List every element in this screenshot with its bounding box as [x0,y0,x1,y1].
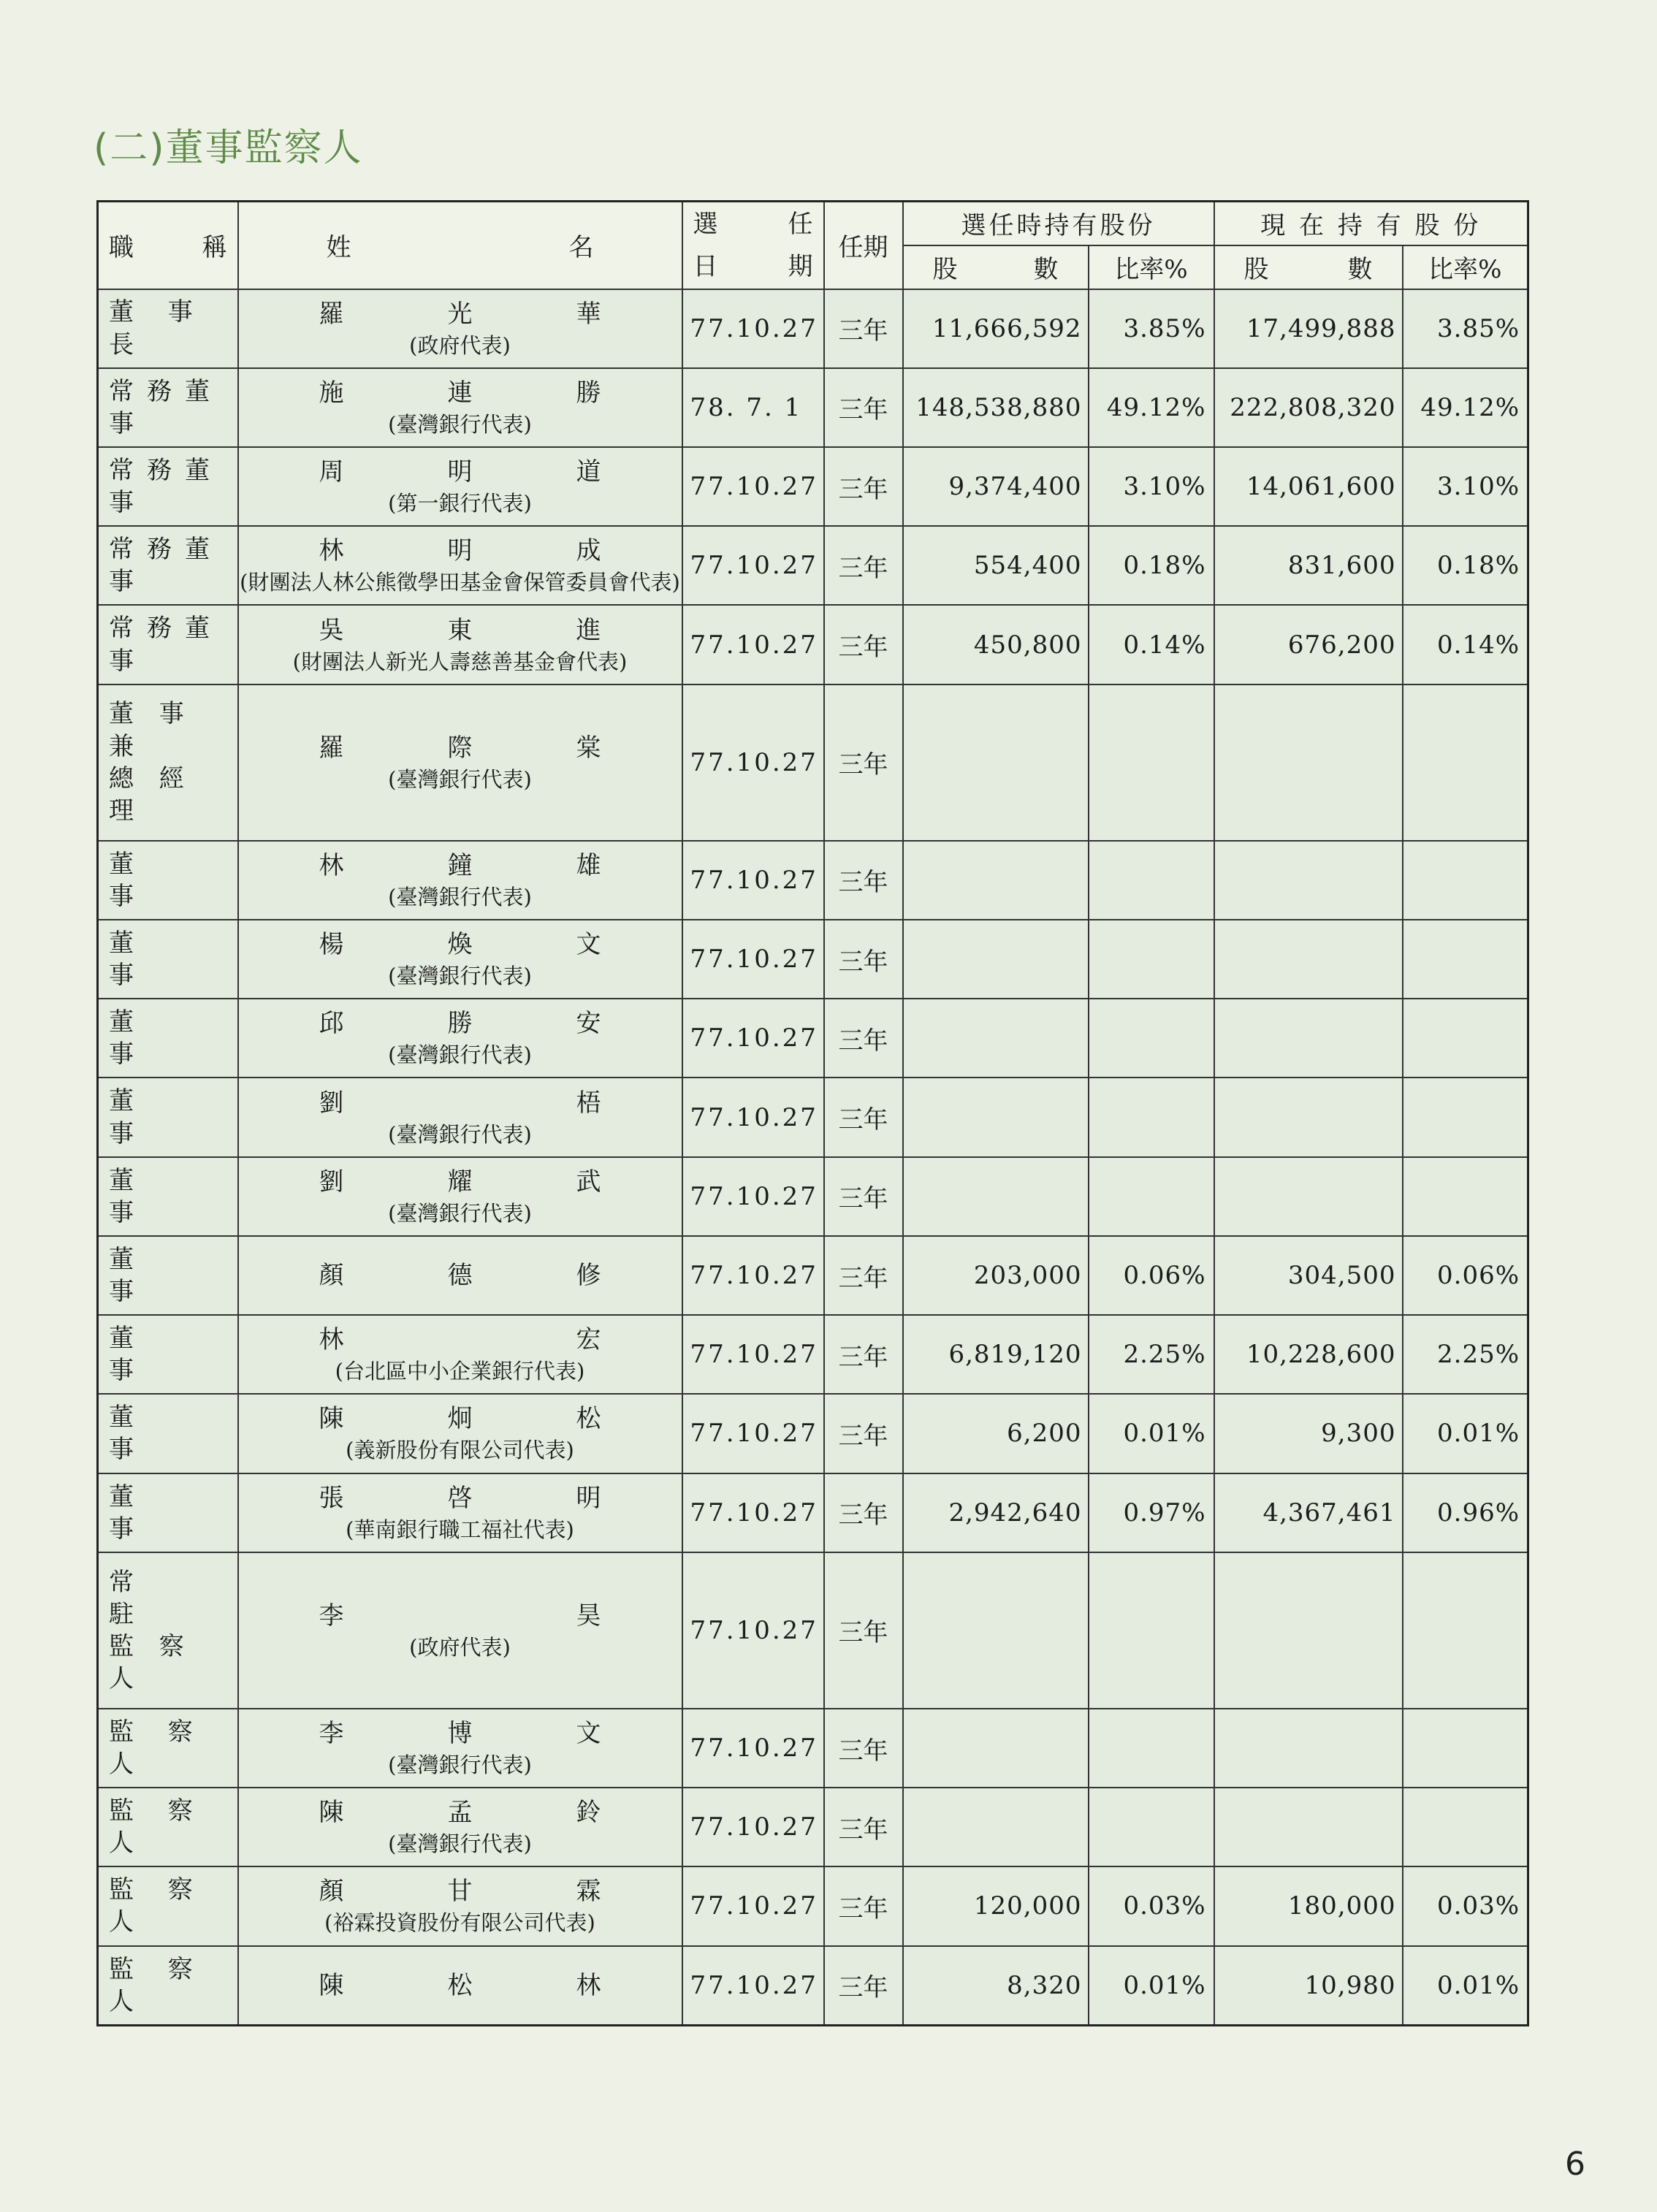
shares-at-election: 120,000 [903,1866,1089,1945]
elected-date: 77.10.27 [682,447,824,526]
header-shares-current: 股 數 [1214,245,1403,289]
ratio-at-election: 0.01% [1089,1946,1214,2026]
position-title: 監 察 人 [98,1866,238,1945]
representative-of: (政府代表) [409,1634,511,1660]
shares-at-election: 554,400 [903,526,1089,605]
term: 三年 [824,447,903,526]
header-current: 現 在 持 有 股 份 [1214,202,1528,245]
table-row [98,1788,1528,1866]
representative-of: (台北區中小企業銀行代表) [335,1359,585,1384]
elected-date: 77.10.27 [682,1315,824,1394]
representative-of: (臺灣銀行代表) [388,1121,532,1147]
page-number: 6 [1565,2146,1585,2183]
header-term: 任期 [824,202,903,289]
table-body [98,289,1528,2026]
elected-date: 77.10.27 [682,1552,824,1709]
shares-at-election: 450,800 [903,605,1089,684]
ratio-current [1403,1709,1528,1788]
person-name: 羅 際 棠 (臺灣銀行代表) [238,684,682,841]
position-title: 董 事 [98,1078,238,1156]
representative-of: (華南銀行職工福社代表) [346,1517,574,1542]
person-name: 林 明 成 (財團法人林公熊徵學田基金會保管委員會代表) [238,526,682,605]
position-title: 常務董事 [98,605,238,684]
person-name: 張 啓 明 (華南銀行職工福社代表) [238,1473,682,1552]
representative-of: (義新股份有限公司代表) [346,1438,574,1463]
shares-current: 831,600 [1214,526,1403,605]
elected-date: 77.10.27 [682,1473,824,1552]
ratio-current [1403,1157,1528,1236]
shares-current [1214,920,1403,999]
elected-date: 77.10.27 [682,1709,824,1788]
position-title: 董 事 [98,1394,238,1473]
representative-of: (臺灣銀行代表) [388,766,532,792]
ratio-current [1403,684,1528,841]
term: 三年 [824,1709,903,1788]
shares-at-election: 148,538,880 [903,368,1089,447]
shares-current [1214,684,1403,841]
shares-at-election: 8,320 [903,1946,1089,2026]
term: 三年 [824,368,903,447]
shares-current [1214,841,1403,920]
position-title: 董 事 [98,1315,238,1394]
ratio-at-election [1089,999,1214,1078]
table-row [98,684,1528,841]
ratio-at-election [1089,841,1214,920]
representative-of: (第一銀行代表) [388,491,532,516]
shares-at-election [903,1157,1089,1236]
ratio-current: 3.85% [1403,289,1528,368]
position-title: 董 事 [98,1236,238,1315]
representative-of: (臺灣銀行代表) [388,1753,532,1778]
representative-of: (臺灣銀行代表) [388,1200,532,1226]
person-name: 李 昊 (政府代表) [238,1552,682,1709]
position-title: 監 察 人 [98,1788,238,1866]
table-row [98,289,1528,368]
ratio-at-election: 0.03% [1089,1866,1214,1945]
elected-date: 77.10.27 [682,1236,824,1315]
position-title: 董 事 [98,1473,238,1552]
term: 三年 [824,1473,903,1552]
representative-of: (臺灣銀行代表) [388,1831,532,1857]
header-name: 姓 名 [238,202,682,289]
shares-current: 10,228,600 [1214,1315,1403,1394]
shares-current [1214,1709,1403,1788]
shares-at-election: 9,374,400 [903,447,1089,526]
ratio-current: 0.03% [1403,1866,1528,1945]
person-name: 陳 松 林 [238,1946,682,2026]
table-row [98,999,1528,1078]
shares-at-election [903,1788,1089,1866]
header-ratio-election: 比率% [1089,245,1214,289]
ratio-at-election: 0.06% [1089,1236,1214,1315]
representative-of: (臺灣銀行代表) [388,1042,532,1068]
term: 三年 [824,526,903,605]
ratio-current [1403,841,1528,920]
ratio-current: 0.01% [1403,1946,1528,2026]
elected-date: 77.10.27 [682,999,824,1078]
ratio-current: 49.12% [1403,368,1528,447]
term: 三年 [824,841,903,920]
ratio-current: 0.01% [1403,1394,1528,1473]
elected-date: 77.10.27 [682,605,824,684]
term: 三年 [824,605,903,684]
term: 三年 [824,999,903,1078]
position-title: 董 事 [98,999,238,1078]
ratio-at-election [1089,1552,1214,1709]
header-ratio-current: 比率% [1403,245,1528,289]
shares-at-election [903,920,1089,999]
ratio-at-election: 49.12% [1089,368,1214,447]
shares-at-election: 6,200 [903,1394,1089,1473]
shares-at-election: 2,942,640 [903,1473,1089,1552]
representative-of: (臺灣銀行代表) [388,884,532,909]
shares-at-election: 6,819,120 [903,1315,1089,1394]
representative-of: (裕霖投資股份有限公司代表) [324,1910,595,1936]
term: 三年 [824,920,903,999]
person-name: 羅 光 華 (政府代表) [238,289,682,368]
table-row [98,1473,1528,1552]
elected-date: 77.10.27 [682,1866,824,1945]
person-name: 劉 耀 武 (臺灣銀行代表) [238,1157,682,1236]
shares-current: 222,808,320 [1214,368,1403,447]
term: 三年 [824,1788,903,1866]
term: 三年 [824,1078,903,1156]
shares-at-election [903,1552,1089,1709]
term: 三年 [824,1236,903,1315]
position-title: 董 事 [98,920,238,999]
table-row [98,841,1528,920]
shares-at-election [903,1709,1089,1788]
elected-date: 77.10.27 [682,920,824,999]
ratio-at-election: 0.18% [1089,526,1214,605]
ratio-current: 3.10% [1403,447,1528,526]
person-name: 林 鐘 雄 (臺灣銀行代表) [238,841,682,920]
shares-current [1214,1788,1403,1866]
ratio-at-election [1089,1788,1214,1866]
shares-current: 304,500 [1214,1236,1403,1315]
shares-at-election [903,999,1089,1078]
position-title: 常務董事 [98,368,238,447]
ratio-current: 0.96% [1403,1473,1528,1552]
header-shares-election: 股 數 [903,245,1089,289]
position-title: 常務董事 [98,526,238,605]
term: 三年 [824,1552,903,1709]
elected-date: 77.10.27 [682,1394,824,1473]
directors-supervisors-table [96,200,1529,2026]
person-name: 周 明 道 (第一銀行代表) [238,447,682,526]
shares-at-election [903,684,1089,841]
shares-at-election: 203,000 [903,1236,1089,1315]
position-title: 董 事 [98,1157,238,1236]
person-name: 吳 東 進 (財團法人新光人壽慈善基金會代表) [238,605,682,684]
ratio-at-election: 0.14% [1089,605,1214,684]
shares-current: 10,980 [1214,1946,1403,2026]
ratio-current [1403,1552,1528,1709]
ratio-current [1403,999,1528,1078]
ratio-current: 2.25% [1403,1315,1528,1394]
table-row [98,1946,1528,2026]
representative-of: (臺灣銀行代表) [388,411,532,437]
ratio-current: 0.06% [1403,1236,1528,1315]
person-name: 邱 勝 安 (臺灣銀行代表) [238,999,682,1078]
representative-of: (政府代表) [409,332,511,358]
elected-date: 78. 7. 1 [682,368,824,447]
shares-current [1214,1157,1403,1236]
term: 三年 [824,684,903,841]
position-title: 監 察 人 [98,1709,238,1788]
position-title: 董 事 長 [98,289,238,368]
term: 三年 [824,1946,903,2026]
representative-of: (財團法人新光人壽慈善基金會代表) [292,649,628,674]
shares-current: 4,367,461 [1214,1473,1403,1552]
representative-of: (臺灣銀行代表) [388,964,532,989]
person-name: 施 連 勝 (臺灣銀行代表) [238,368,682,447]
ratio-current: 0.14% [1403,605,1528,684]
person-name: 陳 炯 松 (義新股份有限公司代表) [238,1394,682,1473]
ratio-current [1403,920,1528,999]
person-name: 陳 孟 鈴 (臺灣銀行代表) [238,1788,682,1866]
person-name: 顏 甘 霖 (裕霖投資股份有限公司代表) [238,1866,682,1945]
ratio-at-election: 2.25% [1089,1315,1214,1394]
ratio-at-election [1089,684,1214,841]
shares-current [1214,1552,1403,1709]
term: 三年 [824,1157,903,1236]
ratio-at-election: 3.85% [1089,289,1214,368]
elected-date: 77.10.27 [682,1946,824,2026]
position-title: 常務董事 [98,447,238,526]
header-at-election: 選任時持有股份 [903,202,1214,245]
header-elected-date: 選 任 日 期 [682,202,824,289]
position-title: 董 事 兼 總 經 理 [98,684,238,841]
table-row [98,526,1528,605]
ratio-current [1403,1788,1528,1866]
table-row [98,920,1528,999]
table-row [98,1236,1528,1315]
person-name: 楊 煥 文 (臺灣銀行代表) [238,920,682,999]
shares-at-election [903,1078,1089,1156]
table-row [98,1078,1528,1156]
elected-date: 77.10.27 [682,1078,824,1156]
ratio-at-election [1089,920,1214,999]
shares-current [1214,999,1403,1078]
elected-date: 77.10.27 [682,684,824,841]
elected-date: 77.10.27 [682,526,824,605]
ratio-at-election [1089,1709,1214,1788]
shares-current: 180,000 [1214,1866,1403,1945]
person-name: 林 宏 (台北區中小企業銀行代表) [238,1315,682,1394]
elected-date: 77.10.27 [682,1157,824,1236]
table-row [98,1709,1528,1788]
term: 三年 [824,289,903,368]
ratio-at-election [1089,1157,1214,1236]
header-title: 職 稱 [98,202,238,289]
ratio-current: 0.18% [1403,526,1528,605]
term: 三年 [824,1394,903,1473]
shares-current: 676,200 [1214,605,1403,684]
table-row [98,1315,1528,1394]
representative-of: (財團法人林公熊徵學田基金會保管委員會代表) [240,570,680,595]
position-title: 常 駐 監 察 人 [98,1552,238,1709]
elected-date: 77.10.27 [682,1788,824,1866]
table-row [98,447,1528,526]
table-row [98,605,1528,684]
ratio-at-election: 0.97% [1089,1473,1214,1552]
person-name: 李 博 文 (臺灣銀行代表) [238,1709,682,1788]
table-row [98,368,1528,447]
shares-current [1214,1078,1403,1156]
section-title: (二)董事監察人 [94,126,363,170]
ratio-at-election: 0.01% [1089,1394,1214,1473]
shares-current: 9,300 [1214,1394,1403,1473]
shares-current: 17,499,888 [1214,289,1403,368]
shares-at-election [903,841,1089,920]
ratio-at-election: 3.10% [1089,447,1214,526]
ratio-current [1403,1078,1528,1156]
person-name: 顏 德 修 [238,1236,682,1315]
table-row [98,1866,1528,1945]
ratio-at-election [1089,1078,1214,1156]
term: 三年 [824,1315,903,1394]
shares-current: 14,061,600 [1214,447,1403,526]
shares-at-election: 11,666,592 [903,289,1089,368]
table-row [98,1157,1528,1236]
elected-date: 77.10.27 [682,289,824,368]
term: 三年 [824,1866,903,1945]
table-row [98,1552,1528,1709]
position-title: 監 察 人 [98,1946,238,2026]
position-title: 董 事 [98,841,238,920]
person-name: 劉 梧 (臺灣銀行代表) [238,1078,682,1156]
elected-date: 77.10.27 [682,841,824,920]
table-row [98,1394,1528,1473]
